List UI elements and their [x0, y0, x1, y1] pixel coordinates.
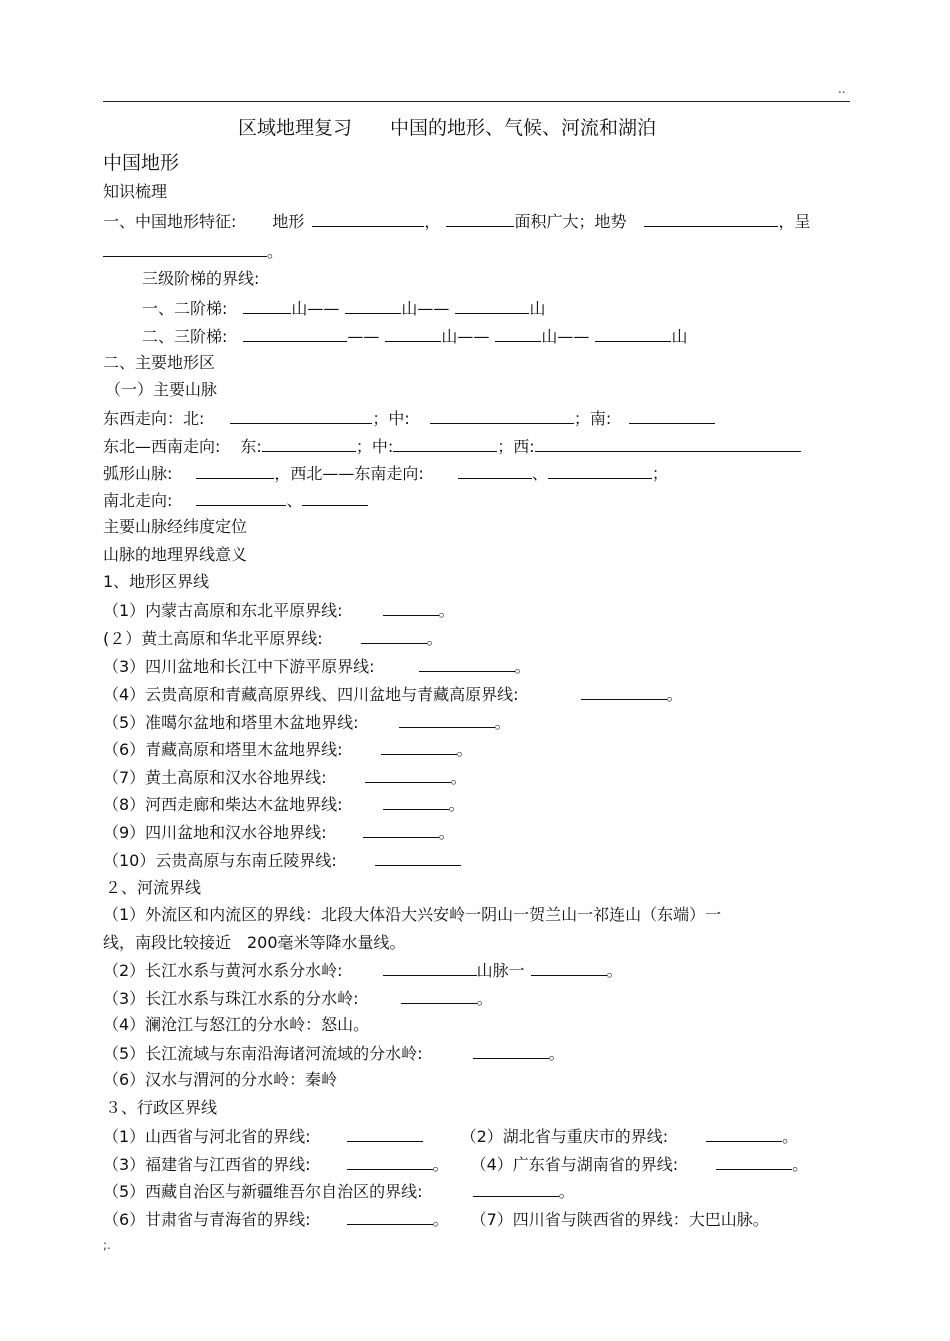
ew-line — [103, 408, 715, 429]
river-line-1b: 线，南段比较接近 200毫米等降水量线。 — [103, 933, 406, 952]
item-text: （5）西藏自治区与新疆维吾尔自治区的界线: — [103, 1182, 423, 1201]
label: 山—— — [441, 327, 490, 346]
fill-blank[interactable] — [196, 463, 274, 479]
item-text: （3）福建省与江西省的界线: — [103, 1155, 311, 1174]
label: ； — [651, 464, 668, 483]
fill-blank[interactable] — [243, 298, 291, 314]
fill-blank[interactable] — [383, 960, 477, 976]
list-item — [103, 628, 443, 649]
punct: 。 — [450, 768, 467, 787]
punct: 。 — [448, 795, 465, 814]
label: 面积广大；地势 — [514, 212, 627, 231]
item-text: （6）甘肃省与青海省的界线: — [103, 1210, 311, 1229]
punct: 。 — [792, 1155, 809, 1174]
footer-mark: ;. — [103, 1238, 111, 1252]
label: 弧形山脉: — [103, 464, 173, 483]
punct: 。 — [438, 823, 455, 842]
punct: 。 — [267, 242, 284, 261]
label: —— — [347, 327, 380, 346]
punct: 。 — [432, 1155, 449, 1174]
fill-blank[interactable] — [399, 712, 495, 728]
item-text: （3）四川盆地和长江中下游平原界线: — [103, 657, 375, 676]
river-heading: ２、河流界线 — [105, 878, 202, 897]
item-text: （6）青藏高原和塔里木盆地界线: — [103, 740, 343, 759]
list-item — [103, 600, 455, 621]
river-line-1: （1）外流区和内流区的界线：北段大体沿大兴安岭一阴山一贺兰山一祁连山（东端）一 — [103, 905, 722, 924]
arc-line — [103, 463, 668, 484]
punct: ， — [424, 212, 441, 231]
label: 山脉一 — [476, 961, 525, 980]
fill-blank[interactable] — [365, 767, 451, 783]
item-text: （2）长江水系与黄河水系分水岭: — [103, 961, 343, 980]
fill-blank[interactable] — [430, 408, 574, 424]
fill-blank[interactable] — [312, 211, 424, 227]
fill-blank[interactable] — [243, 326, 347, 342]
feature-line — [103, 211, 810, 232]
label: 、 — [286, 491, 303, 510]
punct: 。 — [606, 961, 623, 980]
admin-row-3 — [103, 1181, 575, 1202]
fill-blank[interactable] — [347, 1154, 433, 1170]
ns-line — [103, 490, 368, 511]
fill-blank[interactable] — [393, 436, 497, 452]
fill-blank[interactable] — [531, 960, 607, 976]
label: 东西走向：北: — [103, 409, 205, 428]
punct: 。 — [456, 740, 473, 759]
list-item — [103, 684, 683, 705]
fill-blank[interactable] — [230, 408, 372, 424]
fill-blank[interactable] — [401, 988, 477, 1004]
fill-blank[interactable] — [383, 794, 449, 810]
fill-blank[interactable] — [458, 463, 532, 479]
punct: 。 — [426, 629, 443, 648]
fill-blank[interactable] — [196, 490, 286, 506]
fill-blank[interactable] — [595, 326, 671, 342]
punct: 。 — [548, 1044, 565, 1063]
fill-blank[interactable] — [455, 298, 529, 314]
fill-blank[interactable] — [419, 656, 515, 672]
fill-blank[interactable] — [473, 1043, 549, 1059]
page-title: 区域地理复习 中国的地形、气候、河流和湖泊 — [238, 117, 657, 139]
river-line-3 — [103, 988, 493, 1009]
punct: 。 — [514, 657, 531, 676]
fill-blank[interactable] — [302, 490, 368, 506]
list-item — [103, 739, 473, 760]
steps-heading: 三级阶梯的界线: — [142, 269, 260, 288]
item-text: （3）长江水系与珠江水系的分水岭: — [103, 989, 359, 1008]
list-item — [103, 850, 461, 871]
item-text: （5）长江流域与东南沿海诸河流域的分水岭: — [103, 1044, 423, 1063]
fill-blank[interactable] — [361, 628, 427, 644]
fill-blank[interactable] — [103, 241, 267, 257]
list-item — [103, 794, 465, 815]
fill-blank[interactable] — [262, 436, 356, 452]
punct: 。 — [476, 989, 493, 1008]
item-text: （7）四川省与陕西省的界线：大巴山脉。 — [470, 1210, 769, 1229]
punct: ，呈 — [778, 212, 811, 231]
fill-blank[interactable] — [629, 408, 715, 424]
river-line-5 — [103, 1043, 565, 1064]
fill-blank[interactable] — [381, 739, 457, 755]
label: 二、三阶梯: — [142, 327, 228, 346]
fill-blank[interactable] — [581, 684, 667, 700]
label: ；中: — [355, 437, 394, 456]
label: 山—— — [291, 299, 340, 318]
fill-blank[interactable] — [446, 211, 514, 227]
river-line-4: （4）澜沧江与怒江的分水岭：怒山。 — [103, 1015, 370, 1034]
label: 地形 — [272, 212, 305, 231]
punct: 。 — [432, 1210, 449, 1229]
punct: 。 — [438, 601, 455, 620]
list-item — [103, 822, 455, 843]
item-text: (２）黄土高原和华北平原界线: — [103, 629, 323, 648]
river-line-6: （6）汉水与渭河的分水岭：秦岭 — [103, 1070, 338, 1089]
label: 山—— — [401, 299, 450, 318]
admin-row-4 — [103, 1209, 769, 1230]
fill-blank[interactable] — [716, 1154, 792, 1170]
label: ；南: — [573, 409, 612, 428]
corner-mark: .. — [838, 82, 846, 96]
fill-blank[interactable] — [347, 1126, 423, 1142]
list-item — [103, 767, 467, 788]
label: 东北—西南走向: — [103, 437, 221, 456]
label: 一、二阶梯: — [142, 299, 228, 318]
item-text: （4）广东省与湖南省的界线: — [470, 1155, 679, 1174]
item-text: （9）四川盆地和汉水谷地界线: — [103, 823, 327, 842]
label: ，西北——东南走向: — [274, 464, 424, 483]
fill-blank[interactable] — [345, 298, 401, 314]
punct: 。 — [666, 685, 683, 704]
item-text: （8）河西走廊和柴达木盆地界线: — [103, 795, 343, 814]
punct: 。 — [782, 1127, 799, 1146]
step12-line — [142, 298, 545, 319]
label: 、 — [531, 464, 548, 483]
feature-line-2 — [103, 241, 283, 262]
item-text: （4）云贵高原和青藏高原界线、四川盆地与青藏高原界线: — [103, 685, 519, 704]
label: 山 — [671, 327, 688, 346]
mountains-heading: （一）主要山脉 — [105, 380, 218, 399]
fill-blank[interactable] — [363, 822, 439, 838]
position-heading: 主要山脉经纬度定位 — [103, 517, 248, 536]
step23-line — [142, 326, 687, 347]
terrain-heading: 1、地形区界线 — [103, 572, 210, 591]
regions-heading: 二、主要地形区 — [103, 353, 216, 372]
list-item — [103, 712, 511, 733]
item-text: （2）湖北省与重庆市的界线: — [460, 1127, 669, 1146]
label: 一、中国地形特征: — [103, 212, 237, 231]
fill-blank[interactable] — [473, 1181, 559, 1197]
label: 山 — [529, 299, 546, 318]
label: 东: — [240, 437, 262, 456]
item-text: （10）云贵高原与东南丘陵界线: — [103, 851, 337, 870]
label: ；中: — [372, 409, 410, 428]
subheading-knowledge: 知识梳理 — [103, 182, 168, 201]
item-text: （7）黄土高原和汉水谷地界线: — [103, 768, 327, 787]
fill-blank[interactable] — [383, 600, 439, 616]
fill-blank[interactable] — [385, 326, 441, 342]
label: ；西: — [497, 437, 535, 456]
admin-row-1 — [103, 1126, 798, 1147]
river-line-2 — [103, 960, 623, 981]
item-text: （1）山西省与河北省的界线: — [103, 1127, 311, 1146]
fill-blank[interactable] — [347, 1209, 433, 1225]
fill-blank[interactable] — [495, 326, 541, 342]
section-heading: 中国地形 — [103, 152, 180, 174]
admin-heading: ３、行政区界线 — [105, 1098, 218, 1117]
nesw-line — [103, 436, 801, 457]
fill-blank[interactable] — [644, 211, 778, 227]
label: 山—— — [541, 327, 590, 346]
punct: 。 — [558, 1182, 575, 1201]
meaning-heading: 山脉的地理界线意义 — [103, 545, 248, 564]
label: 南北走向: — [103, 491, 173, 510]
fill-blank[interactable] — [706, 1126, 782, 1142]
item-text: （5）准噶尔盆地和塔里木盆地界线: — [103, 713, 359, 732]
punct: 。 — [494, 713, 511, 732]
fill-blank[interactable] — [535, 436, 801, 452]
list-item — [103, 656, 531, 677]
item-text: （1）内蒙古高原和东北平原界线: — [103, 601, 343, 620]
fill-blank[interactable] — [375, 850, 461, 866]
fill-blank[interactable] — [548, 463, 652, 479]
top-rule — [103, 101, 850, 102]
admin-row-2 — [103, 1154, 808, 1175]
